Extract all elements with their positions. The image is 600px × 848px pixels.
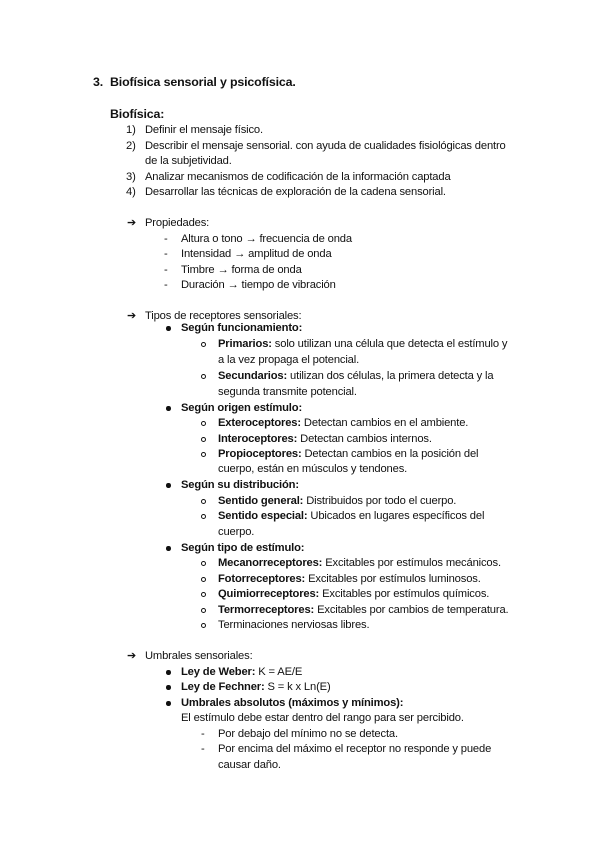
circle-bullet-icon (201, 452, 206, 457)
subheading: Biofísica: (110, 107, 165, 121)
dash-bullet-icon: - (201, 743, 205, 755)
circle-bullet-icon (201, 437, 206, 442)
disc-bullet-icon (166, 326, 171, 331)
arrow-bullet-icon: ➔ (127, 650, 137, 662)
disc-bullet-icon (166, 406, 171, 411)
group-title: Según origen estímulo: (181, 402, 303, 414)
propiedad-item: Intensidad → amplitud de onda (181, 248, 332, 260)
receptor-item: Propioceptores: Detectan cambios en la posición del (218, 448, 479, 460)
fechner-law: Ley de Fechner: S = k x Ln(E) (181, 681, 331, 693)
list-item-continuation: de la subjetividad. (145, 155, 232, 167)
umbrales-title: Umbrales sensoriales: (145, 650, 253, 662)
weber-law: Ley de Weber: K = AE/E (181, 666, 303, 678)
disc-bullet-icon (166, 483, 171, 488)
list-item: Desarrollar las técnicas de exploración de la cadena sensorial. (145, 186, 446, 198)
disc-bullet-icon (166, 670, 171, 675)
circle-bullet-icon (201, 514, 206, 519)
section-number: 3. (93, 75, 104, 89)
group-title: Según su distribución: (181, 479, 299, 491)
arrow-bullet-icon: ➔ (127, 310, 137, 322)
receptor-item-continuation: cuerpo, están en músculos y tendones. (218, 463, 408, 475)
list-number: 2) (126, 140, 136, 152)
tipos-title: Tipos de receptores sensoriales: (145, 310, 302, 322)
circle-bullet-icon (201, 342, 206, 347)
receptor-item: Sentido general: Distribuidos por todo el cuerpo. (218, 495, 457, 507)
receptor-item: Interoceptores: Detectan cambios internos. (218, 433, 432, 445)
circle-bullet-icon (201, 421, 206, 426)
umbral-sub-item-continuation: causar daño. (218, 759, 281, 771)
umbral-sub-item: Por encima del máximo el receptor no responde y puede (218, 743, 492, 755)
list-number: 4) (126, 186, 136, 198)
group-title: Según funcionamiento: (181, 322, 303, 334)
umbrales-absolutos: Umbrales absolutos (máximos y mínimos): (181, 697, 404, 709)
dash-bullet-icon: - (164, 264, 168, 276)
receptor-item: Secundarios: utilizan dos células, la primera detecta y la (218, 370, 494, 382)
group-title: Según tipo de estímulo: (181, 542, 305, 554)
receptor-item: Quimiorreceptores: Excitables por estímulos químicos. (218, 588, 490, 600)
umbrales-absolutos-desc: El estímulo debe estar dentro del rango para ser percibido. (181, 712, 464, 724)
propiedad-item: Duración → tiempo de vibración (181, 279, 336, 291)
umbral-sub-item: Por debajo del mínimo no se detecta. (218, 728, 398, 740)
receptor-item: Termorreceptores: Excitables por cambios de temperatura. (218, 604, 509, 616)
arrow-bullet-icon: ➔ (127, 217, 137, 229)
receptor-item: Terminaciones nerviosas libres. (218, 619, 370, 631)
dash-bullet-icon: - (164, 233, 168, 245)
receptor-item-continuation: cuerpo. (218, 526, 255, 538)
dash-bullet-icon: - (201, 728, 205, 740)
receptor-item-continuation: a la vez propaga el potencial. (218, 354, 360, 366)
receptor-item-continuation: segunda transmite potencial. (218, 386, 357, 398)
propiedad-item: Timbre → forma de onda (181, 264, 302, 276)
dash-bullet-icon: - (164, 279, 168, 291)
disc-bullet-icon (166, 685, 171, 690)
circle-bullet-icon (201, 561, 206, 566)
propiedad-item: Altura o tono → frecuencia de onda (181, 233, 352, 245)
propiedades-title: Propiedades: (145, 217, 210, 229)
receptor-item: Sentido especial: Ubicados en lugares específicos del (218, 510, 485, 522)
list-number: 1) (126, 124, 136, 136)
circle-bullet-icon (201, 374, 206, 379)
dash-bullet-icon: - (164, 248, 168, 260)
receptor-item: Fotorreceptores: Excitables por estímulos luminosos. (218, 573, 481, 585)
section-title: Biofísica sensorial y psicofísica. (110, 75, 296, 89)
receptor-item: Primarios: solo utilizan una célula que detecta el estímulo y (218, 338, 508, 350)
list-item: Describir el mensaje sensorial. con ayuda de cualidades fisiológicas dentro (145, 140, 506, 152)
disc-bullet-icon (166, 701, 171, 706)
circle-bullet-icon (201, 608, 206, 613)
circle-bullet-icon (201, 499, 206, 504)
list-item: Definir el mensaje físico. (145, 124, 263, 136)
circle-bullet-icon (201, 623, 206, 628)
list-number: 3) (126, 171, 136, 183)
list-item: Analizar mecanismos de codificación de la información captada (145, 171, 451, 183)
circle-bullet-icon (201, 577, 206, 582)
receptor-item: Exteroceptores: Detectan cambios en el ambiente. (218, 417, 469, 429)
circle-bullet-icon (201, 592, 206, 597)
disc-bullet-icon (166, 546, 171, 551)
receptor-item: Mecanorreceptores: Excitables por estímulos mecánicos. (218, 557, 501, 569)
